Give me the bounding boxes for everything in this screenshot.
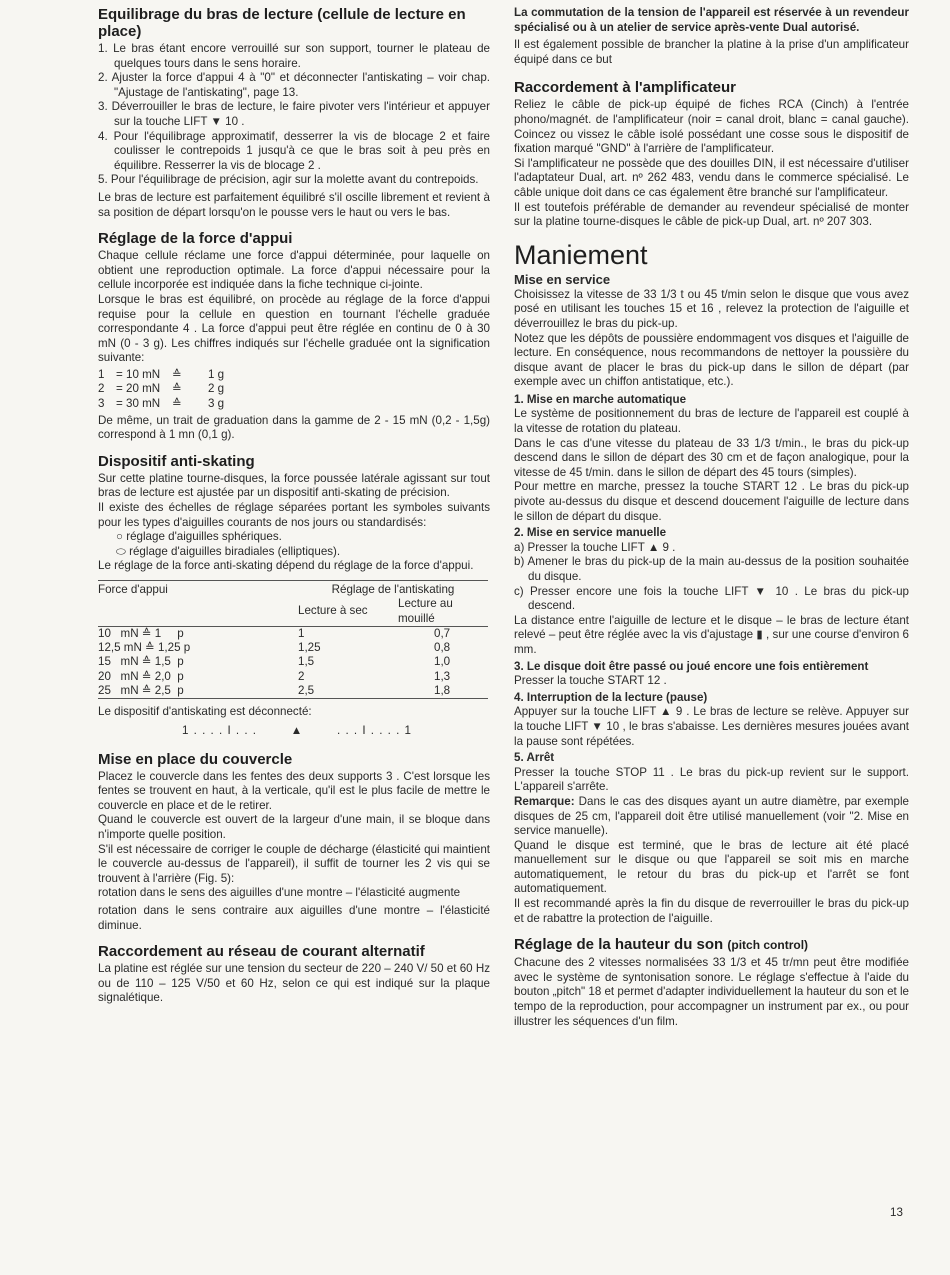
biradial-option: ⬭ réglage d'aiguilles biradiales (elliptiques). — [116, 544, 341, 558]
section-amplificateur — [514, 79, 909, 229]
step-stop — [514, 751, 909, 926]
paragraph: De même, un trait de graduation dans la gamme de 2 - 15 mN (0,2 - 1,5g) correspond à 1 mn (0,1 g). — [98, 413, 490, 442]
paragraph: Il est également possible de brancher la platine à la prise d'un amplificateur équipé dans ce but — [514, 38, 909, 66]
paragraph: Le système de positionnement du bras de lecture de l'appareil est couplé à la vitesse de rotation du plateau. — [514, 407, 909, 436]
step-auto — [514, 393, 909, 524]
remark-label: Remarque: — [514, 794, 575, 808]
left-column — [98, 6, 490, 1016]
section-title-mise-en-service: Mise en service — [514, 271, 611, 287]
section-couvercle — [98, 751, 490, 934]
table-row: 15 mN ≙ 1,5 p 1,5 1,0 — [98, 655, 451, 669]
paragraph: Chaque cellule réclame une force d'appui déterminée, pour laquelle on obtient une reproduction optimale. La force d'appui nécessaire pour la cellule incorporée est indiquée dans la fiche technique ci-jointe. — [98, 249, 490, 292]
paragraph: rotation dans le sens contraire aux aiguilles d'une montre – l'élasticité diminue. — [98, 903, 490, 932]
paragraph: Quand le disque est terminé, que le bras de lecture ait été placé manuellement sur le disque ou que l'appareil se soit mis en marche automatiquement, le retour du bras du pick-up et l'arrêt se font automatiquement. — [514, 838, 909, 896]
step-manual — [514, 526, 909, 657]
list-item: 3. Déverrouiller le bras de lecture, le faire pivoter vers l'intérieur et appuyer sur la touche LIFT ▼ 10 . — [98, 100, 490, 128]
step-heading: 5. Arrêt — [514, 751, 555, 765]
section-equilibrage — [98, 6, 490, 220]
section-title-amplificateur: Raccordement à l'amplificateur — [514, 79, 736, 97]
paragraph: Notez que les dépôts de poussière endommagent vos disques et l'aiguille de lecture. En conséquence, nous recommandons de nettoyer la poussière du disque avant de placer le bras du pick-up dans le sillon de départ (par exemple avec un chiffon antistatique, etc.). — [514, 331, 909, 389]
table-header: Lecture au mouillé — [398, 597, 453, 625]
paragraph: Il est recommandé après la fin du disque de reverrouiller le bras du pick-up et de rabattre la protection de l'aiguille. — [514, 897, 909, 925]
step-pause — [514, 691, 909, 749]
step-heading: 3. Le disque doit être passé ou joué encore une fois entièrement — [514, 659, 869, 673]
step-heading: 4. Interruption de la lecture (pause) — [514, 690, 708, 704]
paragraph: Pour mettre en marche, pressez la touche START 12 . Le bras du pick-up pivote au-dessus du disque et descend doucement l'aiguille de lecture dans le sillon de départ du disque. — [514, 480, 909, 523]
table-header: Force d'appui — [98, 583, 168, 596]
paragraph: Presser la touche STOP 11 . Le bras du pick-up revient sur le support. L'appareil s'arrête. — [514, 765, 909, 794]
paragraph: Il existe des échelles de réglage séparées portant les symboles suivants pour les types d'aiguilles courants de nos jours ou standardisés: — [98, 501, 490, 529]
paragraph: La commutation de la tension de l'appareil est réservée à un revendeur spécialisé ou à un atelier de service après-vente Dual autorisé. — [514, 6, 909, 34]
paragraph: Lorsque le bras est équilibré, on procède au réglage de la force d'appui requise pour la cellule en question en tournant l'échelle graduée correspondante 4 . La force d'appui peut être réglée en continu de 0 à 30 mN (0 - 3 g). Les chiffres indiqués sur l'échelle graduée ont la signification suivante: — [98, 292, 490, 365]
step-replay — [514, 660, 909, 689]
section-force-appui — [98, 230, 490, 443]
spherical-option: ○ réglage d'aiguilles sphériques. — [116, 530, 282, 544]
paragraph: La platine est réglée sur une tension du secteur de 220 – 240 V/ 50 et 60 Hz ou de 110 – 125 V/50 et 60 Hz, selon ce qui est indiqué sur la plaque signalétique. — [98, 962, 490, 1005]
section-mise-en-service — [514, 272, 909, 927]
step-heading: 1. Mise en marche automatique — [514, 392, 687, 406]
section-anti-skating — [98, 453, 490, 739]
list-item: 1 = 10 mN ≙ 1 g — [98, 367, 225, 381]
paragraph: Le dispositif d'antiskating est déconnecté: — [98, 705, 312, 719]
table-row: 20 mN ≙ 2,0 p 2 1,3 — [98, 669, 451, 683]
paragraph: Le réglage de la force anti-skating dépend du réglage de la force d'appui. — [98, 559, 474, 573]
table-row: 10 mN ≙ 1 p 1 0,7 — [98, 626, 451, 640]
chapter-title-maniement: Maniement — [514, 239, 648, 270]
paragraph: Choisissez la vitesse de 33 1/3 t ou 45 t/min selon le disque que vous avez posé en utilisant les touches 15 et 16 , relevez la protection de l'aiguille et déverrouillez le bras du pick-up. — [514, 287, 909, 330]
paragraph: Si l'amplificateur ne possède que des douilles DIN, il est nécessaire d'utiliser l'adaptateur Dual, art. nº 262 483, vendu dans le commerce spécialisé. Le câble unique doit dans ce cas également être branché sur l'amplificateur. — [514, 156, 909, 199]
list-item: 1. Le bras étant encore verrouillé sur son support, tourner le plateau de quelques tours dans le sens horaire. — [98, 42, 490, 70]
paragraph: Sur cette platine tourne-disques, la force poussée latérale agissant sur tout bras de lecture est ajustée par un dispositif anti-skating de précision. — [98, 471, 490, 500]
paragraph: Placez le couvercle dans les fentes des deux supports 3 . C'est lorsque les fentes se trouvent en haut, à la verticale, qu'il est le plus facile de mettre le couvercle en place et de le retirer. — [98, 769, 490, 812]
section-title-force-appui: Réglage de la force d'appui — [98, 230, 293, 248]
step-heading: 2. Mise en service manuelle — [514, 526, 667, 540]
paragraph: Presser la touche START 12 . — [514, 674, 667, 688]
paragraph: Il est toutefois préférable de demander au revendeur spécialisé de monter sur la platine tourne-disques le câble de pick-up Dual, art. nº 207 303. — [514, 200, 909, 229]
equilibrage-steps — [98, 42, 490, 188]
section-title-reseau: Raccordement au réseau de courant alternatif — [98, 943, 425, 961]
list-item: b) Amener le bras du pick-up de la main au-dessus de la position souhaitée du disque. — [514, 555, 909, 583]
list-item: 4. Pour l'équilibrage approximatif, desserrer la vis de blocage 2 et faire coulisser le contrepoids 1 jusqu'à ce que le bras soit à peu près en équilibre. Resserrer la vis de blocage 2 . — [98, 129, 490, 172]
right-column — [514, 6, 909, 1039]
section-title-pitch: Réglage de la hauteur du son (pitch control) — [514, 936, 809, 954]
table-row: 12,5 mN ≙ 1,25 p 1,25 0,8 — [98, 641, 451, 655]
list-item: 5. Pour l'équilibrage de précision, agir sur la molette avant du contrepoids. — [98, 173, 479, 187]
paragraph: S'il est nécessaire de corriger le couple de décharge (élasticité qui maintient le couvercle au-dessus de l'appareil), il suffit de tourner les 2 vis qui se trouvent à l'arrière (Fig. 5): — [98, 842, 490, 885]
page-number: 13 — [890, 1206, 903, 1219]
antiskating-table — [98, 580, 488, 699]
section-title-anti-skating: Dispositif anti-skating — [98, 452, 255, 470]
table-row: 25 mN ≙ 2,5 p 2,5 1,8 — [98, 684, 488, 699]
section-title-couvercle: Mise en place du couvercle — [98, 750, 293, 768]
table-header: Lecture à sec — [298, 604, 368, 618]
paragraph: Appuyer sur la touche LIFT ▲ 9 . Le bras de lecture se relève. Appuyer sur la touche LIFT ▼ 10 , le bras s'abaisse. Les dernières mesures jouées avant la pause sont répétées. — [514, 705, 909, 748]
list-item: 3 = 30 mN ≙ 3 g — [98, 397, 225, 411]
list-item: c) Presser encore une fois la touche LIFT ▼ 10 . Le bras du pick-up descend. — [514, 584, 909, 613]
list-item: a) Presser la touche LIFT ▲ 9 . — [514, 540, 676, 554]
paragraph: rotation dans le sens des aiguilles d'une montre – l'élasticité augmente — [98, 886, 461, 900]
force-scale-legend — [98, 368, 490, 412]
paragraph: Chacune des 2 vitesses normalisées 33 1/3 et 45 tr/mn peut être modifiée avec le système de syntonisation sonore. Le réglage s'effectue à l'aide du bouton „pitch" 18 et permet d'adapter individuellement la hauteur du son et le tempo de la reproduction, pour accompagner un instrument par ex., ou pour illustrer les séquences d'un film. — [514, 956, 909, 1028]
list-item: 2 = 20 mN ≙ 2 g — [98, 382, 225, 396]
paragraph: Remarque: Dans le cas des disques ayant un autre diamètre, par exemple disques de 25 cm, l'appareil doit être utilisé manuellement (voir "2. Mise en service manuelle). — [514, 794, 909, 838]
paragraph: Quand le couvercle est ouvert de la largeur d'une main, il se bloque dans n'importe quelle position. — [98, 813, 490, 841]
list-item: 2. Ajuster la force d'appui 4 à "0" et déconnecter l'antiskating – voir chap. "Ajustage de l'antiskating", page 13. — [98, 71, 490, 99]
section-title-equilibrage: Equilibrage du bras de lecture (cellule de lecture en place) — [98, 6, 466, 40]
paragraph: Dans le cas d'une vitesse du plateau de 33 1/3 t/min., le bras du pick-up descend dans le sillon de départ des 30 cm et de façon analogique, pour la vitesse de 45 t/min. dans le sillon de départ des 45 tours (simples). — [514, 436, 909, 479]
table-header: Réglage de l'antiskating — [331, 583, 455, 596]
antiskating-scale: 1 . . . . I . . . ▲ . . . I . . . . 1 — [182, 723, 412, 737]
section-commutation — [514, 6, 909, 67]
paragraph: Le bras de lecture est parfaitement équilibré s'il oscille librement et revient à sa position de départ lorsqu'on le pousse vers le haut ou vers le bas. — [98, 190, 490, 219]
section-reseau — [98, 943, 490, 1006]
section-pitch — [514, 936, 909, 1029]
paragraph: La distance entre l'aiguille de lecture et le disque – le bras de lecture étant relevé – peut être réglée avec la vis d'ajustage ▮ , sur une course d'environ 6 mm. — [514, 613, 909, 656]
paragraph: Reliez le câble de pick-up équipé de fiches RCA (Cinch) à l'entrée phono/magnét. de l'amplificateur (noir = canal droit, blanc = canal gauche). Coincez ou vissez le câble isolé possédant une cosse sous le dispositif de fixation marqué "GND" à l'arrière de l'amplificateur. — [514, 98, 909, 156]
